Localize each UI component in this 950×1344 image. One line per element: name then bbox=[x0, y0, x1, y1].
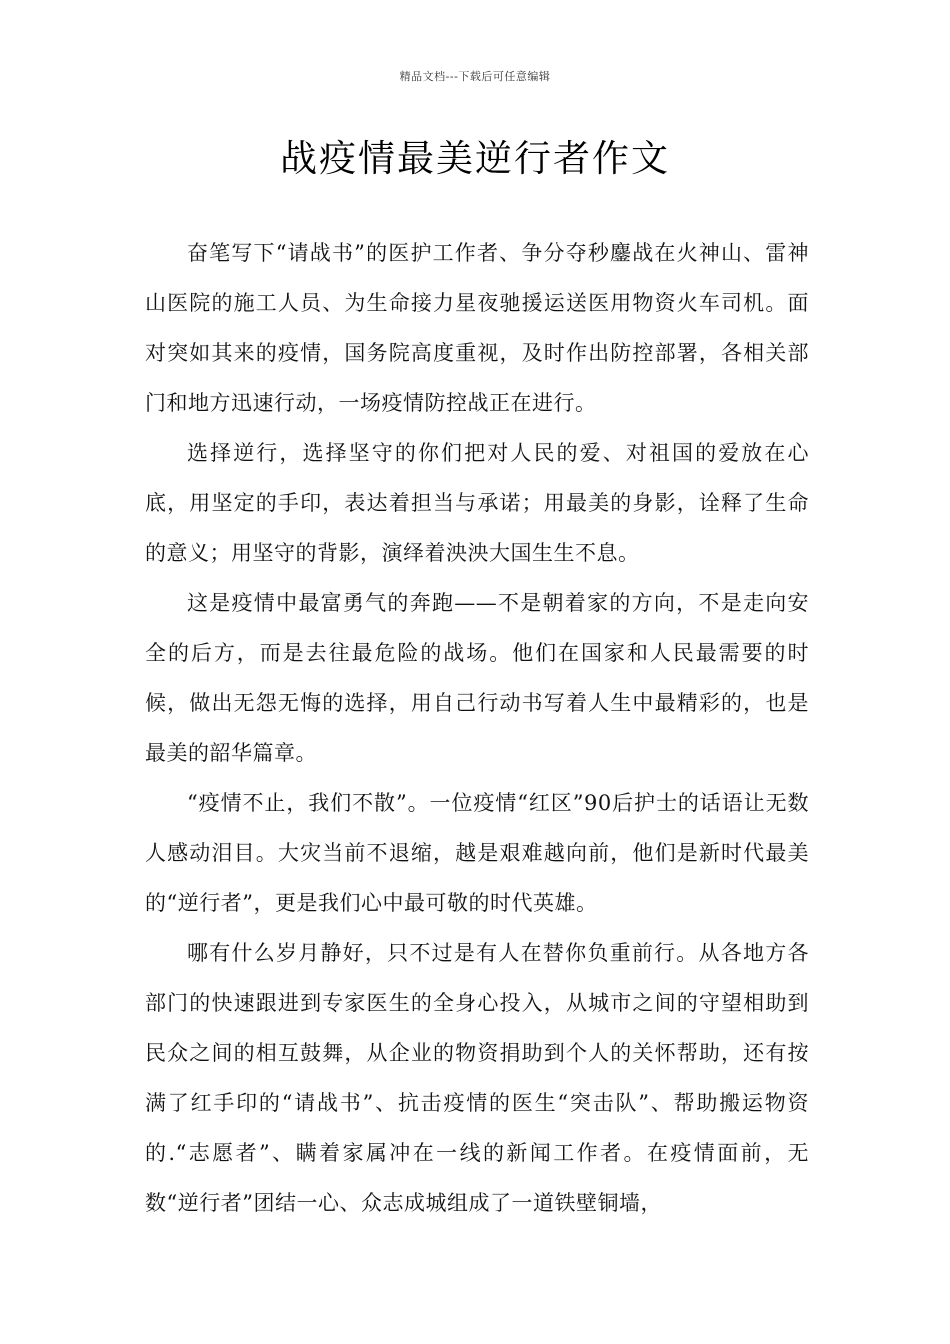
paragraph-3: 这是疫情中最富勇气的奔跑——不是朝着家的方向，不是走向安全的后方，而是去往最危险的战场。他们在国家和人民最需要的时候，做出无怨无悔的选择，用自己行动书写着人生中最精彩的，也是最美的韶华篇章。 bbox=[145, 591, 809, 765]
document-title: 战疫情最美逆行者作文 bbox=[280, 137, 670, 180]
paragraph-5: 哪有什么岁月静好，只不过是有人在替你负重前行。从各地方各部门的快速跟进到专家医生的全身心投入，从城市之间的守望相助到民众之间的相互鼓舞，从企业的物资捐助到个人的关怀帮助，还有按满了红手印的“请战书”、抗击疫情的医生“突击队”、帮助搬运物资的.“志愿者”、瞒着家属冲在一线的新闻工作者。在疫情面前，无数“逆行者”团结一心、众志成城组成了一道铁壁铜墙， bbox=[145, 941, 809, 1215]
paragraph-4: “疫情不止，我们不散”。一位疫情“红区”90后护士的话语让无数人感动泪目。大灾当前不退缩，越是艰难越向前，他们是新时代最美的“逆行者”，更是我们心中最可敬的时代英雄。 bbox=[145, 791, 809, 915]
header-note: 精品文档---下载后可任意编辑 bbox=[399, 70, 551, 83]
paragraph-1: 奋笔写下“请战书”的医护工作者、争分夺秒鏖战在火神山、雷神山医院的施工人员、为生命接力星夜驰援运送医用物资火车司机。面对突如其来的疫情，国务院高度重视，及时作出防控部署，各相关部门和地方迅速行动，一场疫情防控战正在进行。 bbox=[145, 241, 809, 415]
document-body bbox=[145, 228, 809, 1228]
paragraph-2: 选择逆行，选择坚守的你们把对人民的爱、对祖国的爱放在心底，用坚定的手印，表达着担当与承诺；用最美的身影，诠释了生命的意义；用坚守的背影，演绎着泱泱大国生生不息。 bbox=[145, 441, 809, 565]
